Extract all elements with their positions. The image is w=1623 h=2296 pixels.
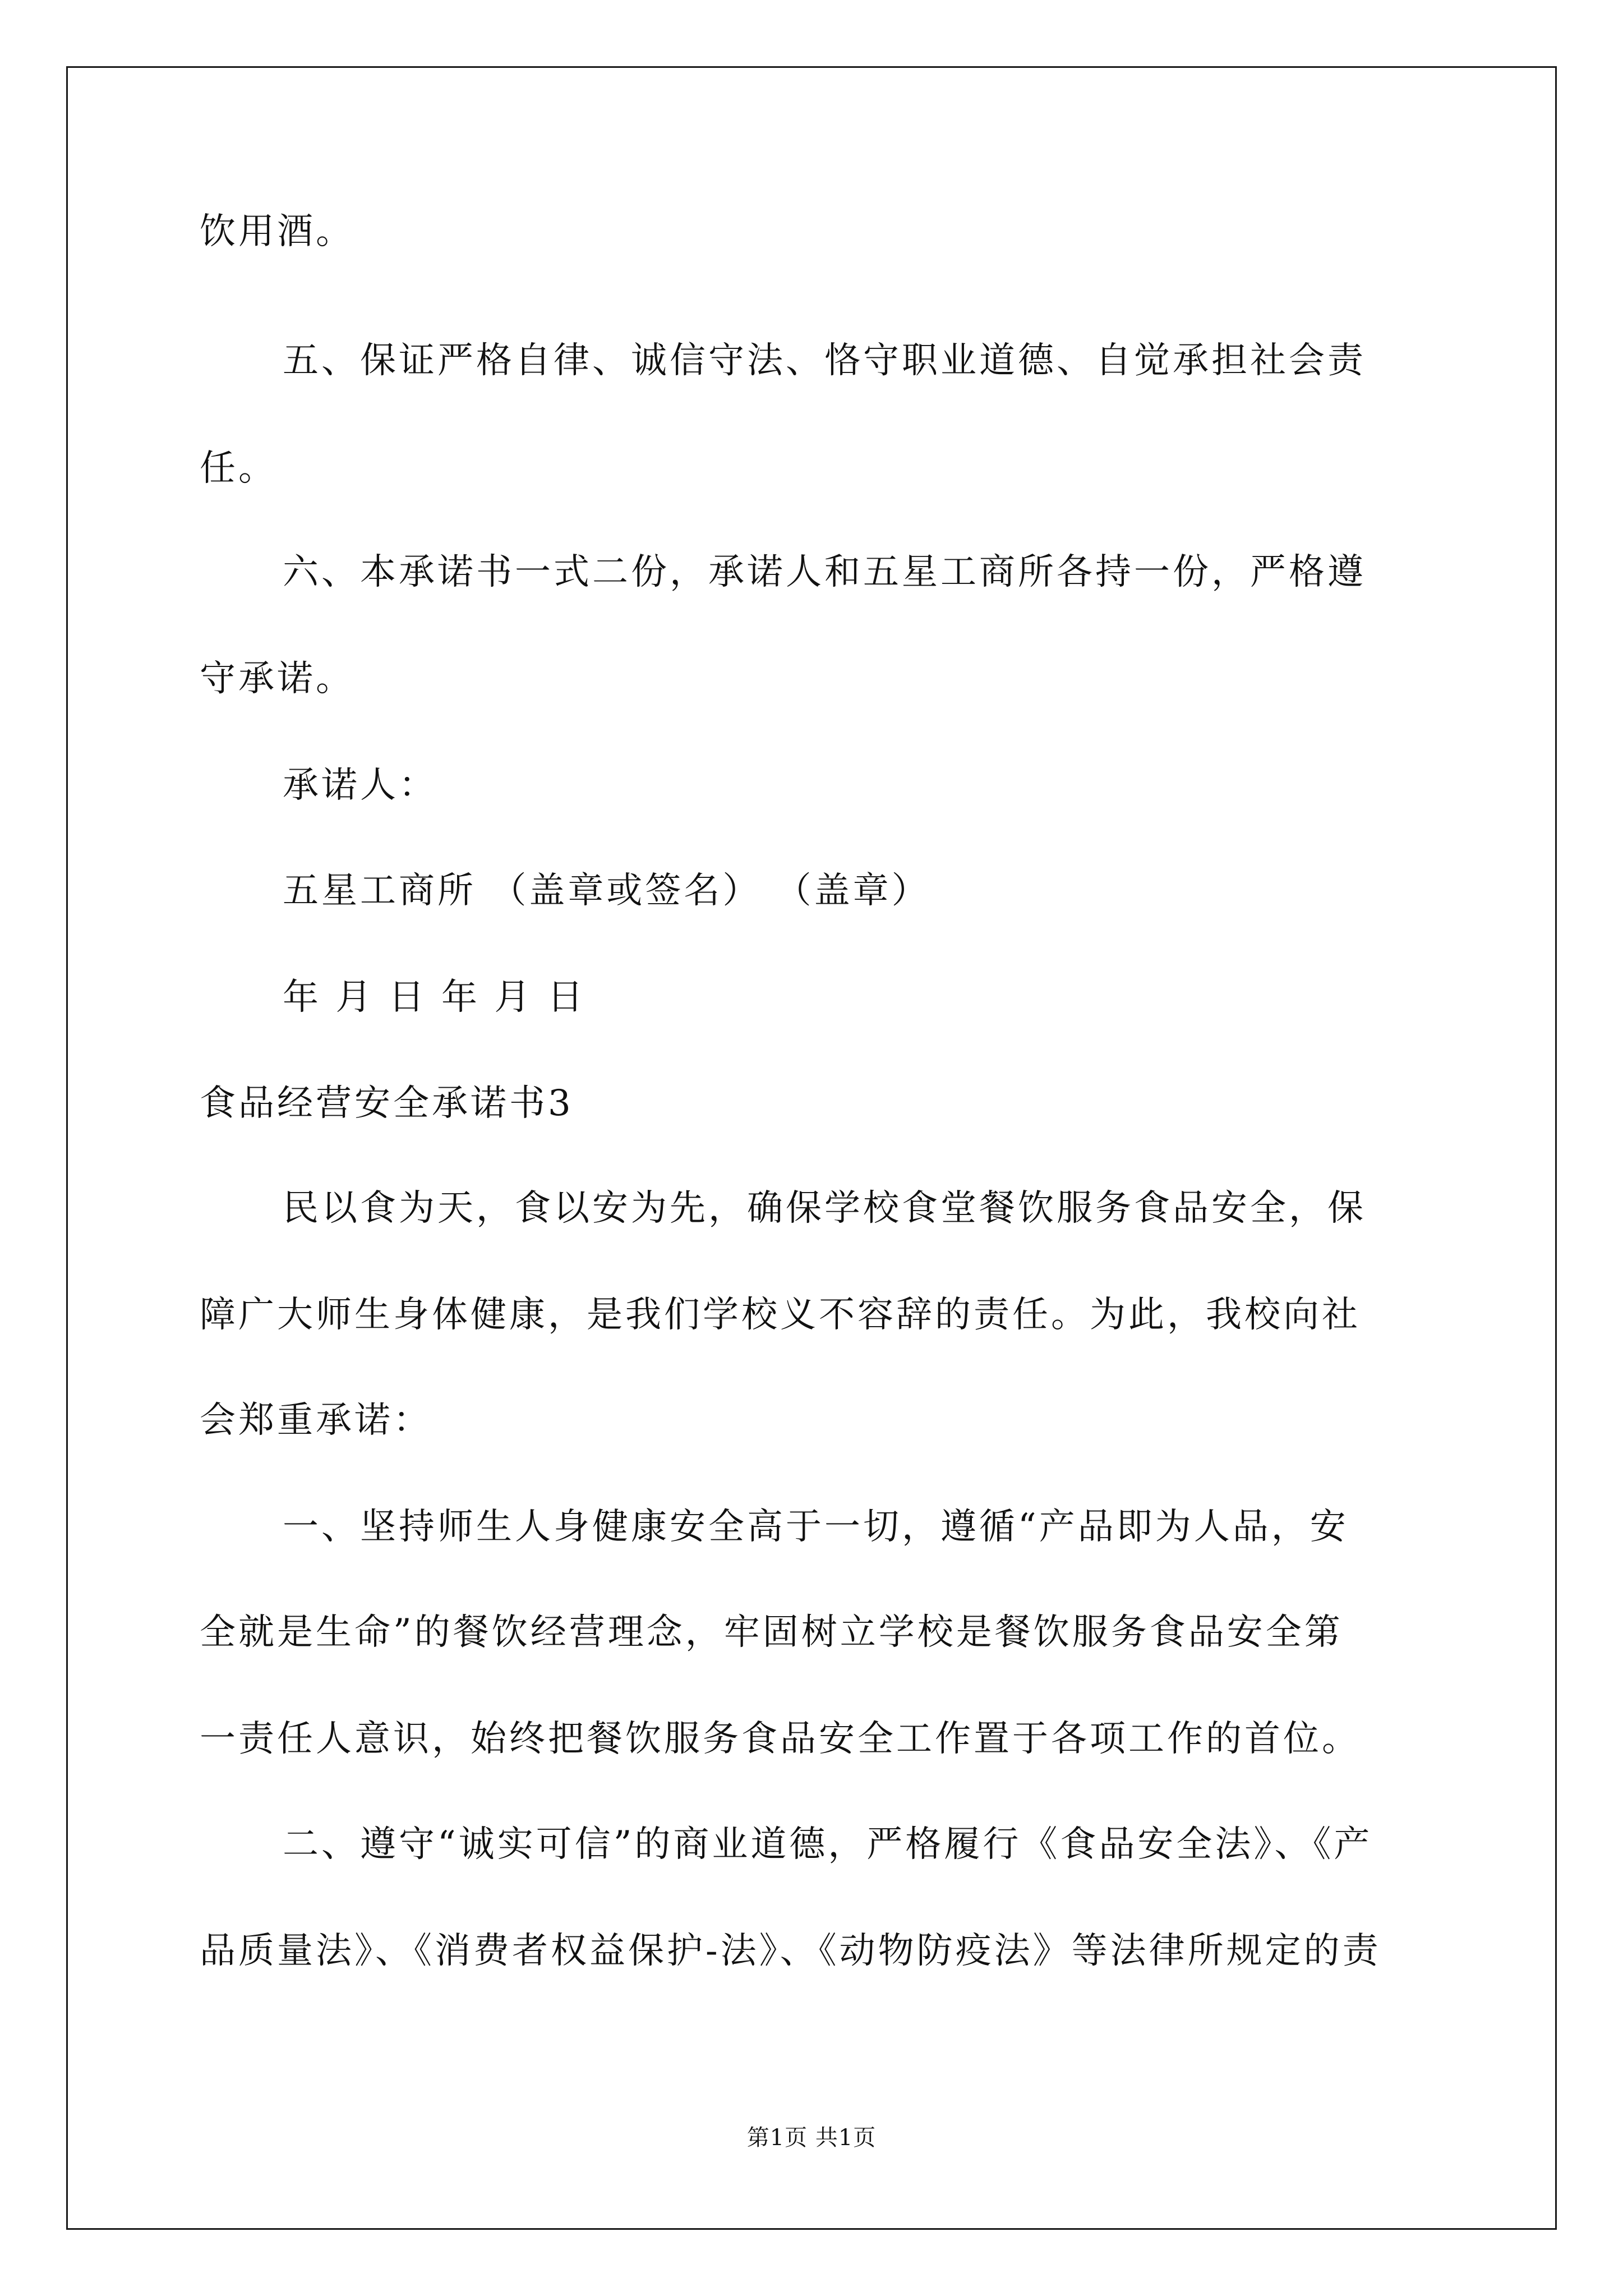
text-line: 任。 [200, 448, 277, 489]
text-line: 二、遵守“诚实可信”的商业道德，严格履行《食品安全法》、《产 [283, 1824, 1373, 1865]
section-heading: 食品经营安全承诺书3 [200, 1083, 574, 1124]
text-line: 会郑重承诺： [200, 1400, 432, 1441]
page-footer: 第1页 共1页 [746, 2125, 877, 2151]
text-line: 民以食为天，食以安为先，确保学校食堂餐饮服务食品安全，保 [283, 1188, 1366, 1229]
text-line: 品质量法》、《消费者权益保护-法》、《动物防疫法》等法律所规定的责 [200, 1930, 1381, 1972]
text-line: 五星工商所 （盖章或签名） （盖章） [283, 870, 930, 912]
text-line: 五、保证严格自律、诚信守法、恪守职业道德、自觉承担社会责 [283, 340, 1366, 381]
text-line: 全就是生命”的餐饮经营理念，牢固树立学校是餐饮服务食品安全第 [200, 1612, 1343, 1653]
text-line: 守承诺。 [200, 658, 354, 700]
page-border [66, 66, 1557, 2230]
text-line: 一、坚持师生人身健康安全高于一切，遵循“产品即为人品，安 [283, 1506, 1349, 1548]
text-line: 六、本承诺书一式二份，承诺人和五星工商所各持一份，严格遵 [283, 551, 1366, 593]
text-line: 年 月 日 年 月 日 [283, 977, 586, 1018]
text-line: 一责任人意识，始终把餐饮服务食品安全工作置于各项工作的首位。 [200, 1718, 1361, 1760]
text-line: 障广大师生身体健康，是我们学校义不容辞的责任。为此，我校向社 [200, 1294, 1361, 1336]
text-line: 饮用酒。 [200, 211, 354, 252]
text-line: 承诺人： [283, 765, 437, 806]
